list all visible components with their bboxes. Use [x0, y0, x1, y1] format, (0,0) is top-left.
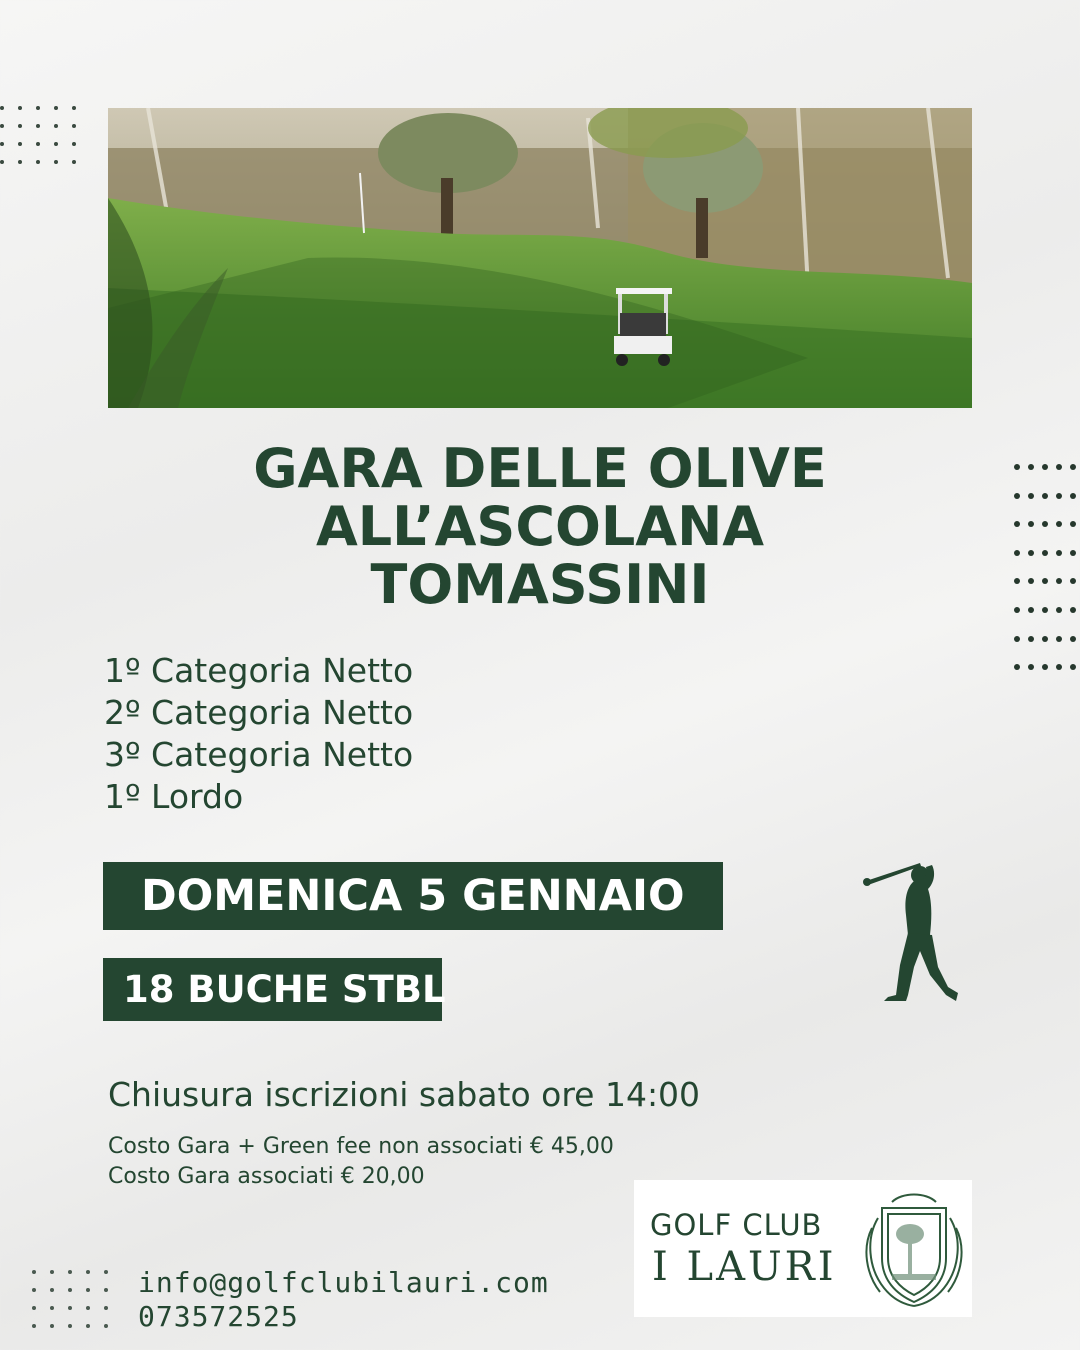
- category-item: 1º Categoria Netto: [104, 651, 414, 690]
- club-crest-icon: [862, 1188, 966, 1310]
- decorative-dots-top-left: [0, 106, 90, 178]
- event-title-line2: ALL’ASCOLANA: [315, 495, 765, 558]
- logo-text-line2: I LAURI: [652, 1244, 837, 1290]
- category-item: 3º Categoria Netto: [104, 735, 414, 774]
- logo-text-line1: GOLF CLUB: [650, 1208, 823, 1242]
- event-title-line3: TOMASSINI: [370, 553, 710, 616]
- contact-phone[interactable]: 073572525: [138, 1300, 299, 1333]
- golf-course-photo: [108, 108, 972, 408]
- category-item: 1º Lordo: [104, 777, 244, 816]
- event-date-banner: DOMENICA 5 GENNAIO: [103, 862, 723, 930]
- contact-email[interactable]: info@golfclubilauri.com: [138, 1266, 549, 1299]
- event-title: [108, 437, 972, 616]
- category-item: 2º Categoria Netto: [104, 693, 414, 732]
- decorative-dots-right: [1014, 464, 1080, 693]
- cost-members: Costo Gara associati € 20,00: [108, 1164, 425, 1189]
- cost-non-members: Costo Gara + Green fee non associati € 45,00: [108, 1134, 614, 1159]
- registration-closing-text: Chiusura iscrizioni sabato ore 14:00: [108, 1075, 701, 1114]
- event-format-banner: 18 BUCHE STBL: [103, 958, 442, 1021]
- golf-club-logo: [634, 1180, 972, 1317]
- golfer-silhouette-icon: [862, 855, 962, 1005]
- event-title-line1: GARA DELLE OLIVE: [253, 437, 827, 500]
- decorative-dots-bottom-left: [32, 1270, 122, 1342]
- prize-categories-list: [104, 650, 413, 818]
